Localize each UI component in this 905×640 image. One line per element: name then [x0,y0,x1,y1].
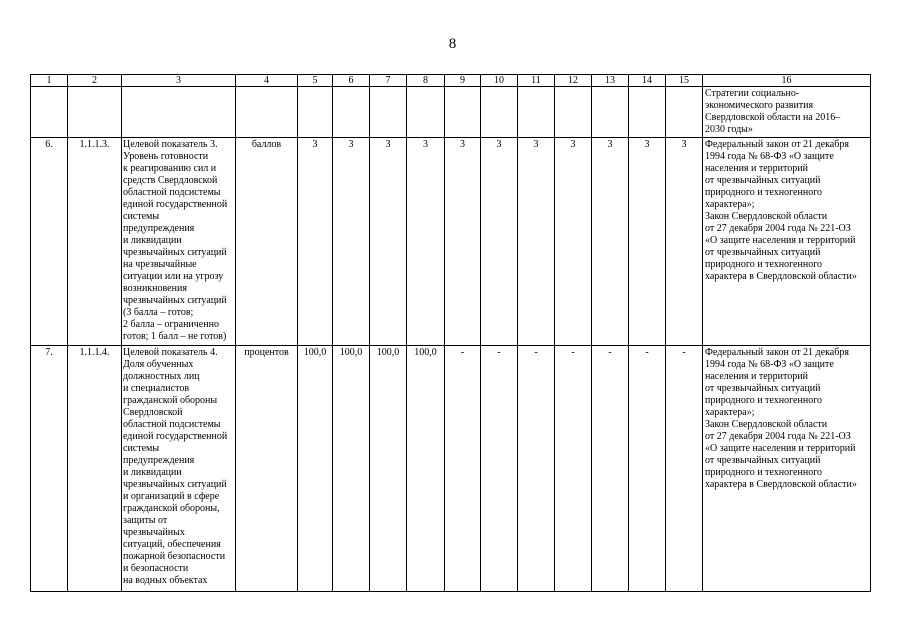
value-cell: - [666,346,703,592]
header-cell: 12 [555,75,592,87]
header-cell: 10 [481,75,518,87]
value-cell: 3 [555,138,592,346]
header-cell: 5 [298,75,333,87]
value-cell: 3 [518,138,555,346]
value-cell: 100,0 [407,346,445,592]
table-cell [555,87,592,138]
row-code-cell: 1.1.1.3. [68,138,122,346]
indicators-table [30,74,871,592]
header-cell: 8 [407,75,445,87]
value-cell: 3 [298,138,333,346]
header-cell: 16 [703,75,871,87]
legal-basis-cell: Федеральный закон от 21 декабря 1994 года № 68-ФЗ «О защите населения и территорий от чрезвычайных ситуаций природного и техногенного характера»; Закон Свердловской области от 27 декабря 2004 года № 221-ОЗ «О защите населения и территорий от чрезвычайных ситуаций природного и техногенного характера в Свердловской области» [703,138,871,346]
header-cell: 11 [518,75,555,87]
value-cell: 3 [370,138,407,346]
value-cell: 3 [481,138,518,346]
value-cell: 3 [407,138,445,346]
table-cell [68,87,122,138]
table-cell [236,87,298,138]
header-cell: 14 [629,75,666,87]
continuation-row [31,87,871,138]
header-cell: 13 [592,75,629,87]
table-cell [592,87,629,138]
header-cell: 7 [370,75,407,87]
header-cell: 1 [31,75,68,87]
value-cell: - [445,346,481,592]
value-cell: - [481,346,518,592]
header-cell: 6 [333,75,370,87]
table-cell [481,87,518,138]
table-cell [31,87,68,138]
legal-basis-cell: Федеральный закон от 21 декабря 1994 года № 68-ФЗ «О защите населения и территорий от чрезвычайных ситуаций природного и техногенного характера»; Закон Свердловской области от 27 декабря 2004 года № 221-ОЗ «О защите населения и территорий от чрезвычайных ситуаций природного и техногенного характера в Свердловской области» [703,346,871,592]
row-number-cell: 7. [31,346,68,592]
unit-cell: баллов [236,138,298,346]
table-row [31,138,871,346]
header-cell: 4 [236,75,298,87]
value-cell: - [592,346,629,592]
header-row [31,75,871,87]
value-cell: 3 [592,138,629,346]
table-cell [445,87,481,138]
table-row [31,346,871,592]
table-cell [518,87,555,138]
value-cell: 100,0 [370,346,407,592]
value-cell: - [518,346,555,592]
header-cell: 2 [68,75,122,87]
table-cell [333,87,370,138]
header-cell: 3 [122,75,236,87]
value-cell: 3 [666,138,703,346]
value-cell: 3 [629,138,666,346]
value-cell: 100,0 [333,346,370,592]
value-cell: - [555,346,592,592]
table-cell [298,87,333,138]
header-cell: 9 [445,75,481,87]
table-cell [370,87,407,138]
legal-basis-cell: Стратегии социально- экономического развития Свердловской области на 2016– 2030 годы» [703,87,871,138]
table-cell [407,87,445,138]
header-cell: 15 [666,75,703,87]
table-cell [122,87,236,138]
row-number-cell: 6. [31,138,68,346]
row-code-cell: 1.1.1.4. [68,346,122,592]
table-cell [629,87,666,138]
unit-cell: процентов [236,346,298,592]
value-cell: 3 [333,138,370,346]
value-cell: - [629,346,666,592]
indicator-name-cell: Целевой показатель 3. Уровень готовности к реагированию сил и средств Свердловской областной подсистемы единой государственной системы предупреждения и ликвидации чрезвычайных ситуаций на чрезвычайные ситуации или на угрозу возникновения чрезвычайных ситуаций (3 балла – готов; 2 балла – ограниченно готов; 1 балл – не готов) [122,138,236,346]
value-cell: 100,0 [298,346,333,592]
table-cell [666,87,703,138]
indicator-name-cell: Целевой показатель 4. Доля обученных должностных лиц и специалистов гражданской обороны Свердловской областной подсистемы единой государственной системы предупреждения и ликвидации чрезвычайных ситуаций и организаций в сфере гражданской обороны, защиты от чрезвычайных ситуаций, обеспечения пожарной безопасности и безопасности на водных объектах [122,346,236,592]
value-cell: 3 [445,138,481,346]
page-number: 8 [448,36,457,52]
